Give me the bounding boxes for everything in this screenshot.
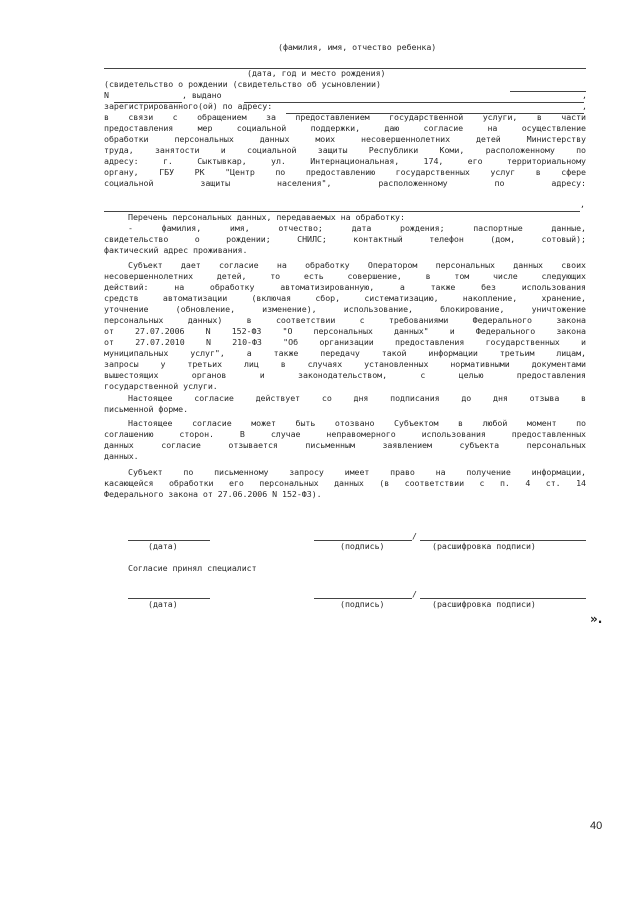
intro-line: социальной защиты населения", расположенному по адресу:: [104, 178, 586, 188]
list-line: свидетельство о рождении; СНИЛС; контактный телефон (дом, сотовый);: [104, 234, 586, 244]
slash: /: [412, 531, 417, 541]
document-page: (фамилия, имя, отчество ребенка) (дата, год и место рождения) (свидетельство о рождении (свидетельство об усыновлении) N , выдано , зарегистрированного(ой) по адресу: , в связи с обращением за предоставлением государственной услуги, в части предоставления мер социальной поддержки, даю согласие на осуществление обработки персональных данных моих несовершеннолетних детей Министерству труда, занятости и социальной защиты Республики Коми, расположенному по адресу: г. Сыктывкар, ул. Интернациональная, 174, его территориальному органу, ГБУ РК "Центр по предоставлению государственных услуг в сфере социальной защиты населения", расположенному по адресу: , Перечень персональных данных, передаваемых на обработку: - фамилия, имя, отчество; дата рождения; паспортные данные, свидетельство о рождении; СНИЛС; контактный телефон (дом, сотовый); фактический адрес проживания. Субъект дает согласие на обработку Оператором персональных данных своих несовершеннолетних детей, то есть совершение, в том числе следующих действий: на обработку автоматизированную, а также без использования средств автоматизации (включая сбор, систематизацию, накопление, хранение, уточнение (обновление, изменение), использование, блокирование, уничтожение персональных данных) в соответствии с требованиями Федерального закона от 27.07.2006 N 152-ФЗ "О персональных данных" и Федерального закона от 27.07.2010 N 210-ФЗ "Об организации предоставления государственных и муниципальных услуг", а также передачу такой информации третьим лицам, запросы у третьих лиц в случаях установленных нормативными документами вышестоящих органов и законодательством, с целью предоставления государственной услуги. Настоящее согласие действует со дня подписания до дня отзыва в письменной форме. Настоящее согласие может быть отозвано Субъектом в любой момент по соглашению сторон. В случае неправомерного использования предоставленных данных согласие отзывается письменным заявлением субъекта персональных данных. Субъект по письменному запросу имеет право на получение информации, касающейся обработки его персональных данных (в соответствии с п. 4 ст. 14 Федерального закона от 27.06.2006 N 152-ФЗ). / (дата) (подпись) (расшифровка подписи) Согласие принял специалист / (дата) (подпись) (расшифровка подписи) ». 40: [104, 42, 603, 832]
child-name-label: (фамилия, имя, отчество ребенка): [278, 42, 437, 52]
consent-line: от 27.07.2010 N 210-ФЗ "Об организации предоставления государственных и: [104, 337, 586, 347]
consent-line: уточнение (обновление, изменение), использование, блокирование, уничтожение: [104, 304, 586, 314]
intro-line: обработки персональных данных моих несовершеннолетних детей Министерству: [104, 134, 586, 144]
consent-line: муниципальных услуг", а также передачу такой информации третьим лицам,: [104, 348, 586, 358]
signature-label-2: (подпись): [340, 599, 385, 609]
revoke-line: данных согласие отзывается письменным заявлением субъекта персональных: [104, 440, 586, 450]
page-number: 40: [590, 820, 603, 832]
consent-line: запросы у третьих лиц в случаях установленных нормативными документами: [104, 359, 586, 369]
issued-label: , выдано: [182, 90, 222, 100]
intro-line: органу, ГБУ РК "Центр по предоставлению государственных услуг в сфере: [104, 167, 586, 177]
validity-line: Настоящее согласие действует со дня подписания до дня отзыва в: [128, 393, 586, 403]
list-line: - фамилия, имя, отчество; дата рождения; паспортные данные,: [128, 223, 586, 233]
request-line: Федерального закона от 27.06.2006 N 152-ФЗ).: [104, 489, 322, 499]
birth-label: (дата, год и место рождения): [247, 68, 386, 78]
issued-line: [244, 102, 584, 103]
intro-line: в связи с обращением за предоставлением государственной услуги, в части: [104, 112, 586, 122]
consent-line: вышестоящих органов и законодательством, с целью предоставления: [104, 370, 586, 380]
list-line: фактический адрес проживания.: [104, 245, 248, 255]
consent-line: действий: на обработку автоматизированную, а также без использования: [104, 282, 586, 292]
slash-2: /: [412, 589, 417, 599]
consent-line: несовершеннолетних детей, то есть совершение, в том числе следующих: [104, 271, 586, 281]
consent-line: государственной услуги.: [104, 381, 218, 391]
number-label: N: [104, 90, 109, 100]
revoke-line: Настоящее согласие может быть отозвано Субъектом в любой момент по: [128, 418, 586, 428]
closing-mark: ».: [590, 612, 603, 626]
decode-label-2: (расшифровка подписи): [432, 599, 536, 609]
consent-line: Субъект дает согласие на обработку Оператором персональных данных своих: [128, 260, 586, 270]
intro-line: адресу: г. Сыктывкар, ул. Интернациональная, 174, его территориальному: [104, 156, 586, 166]
revoke-line: данных.: [104, 451, 139, 461]
consent-line: персональных данных) в соответствии с требованиями Федерального закона: [104, 315, 586, 325]
consent-line: средств автоматизации (включая сбор, систематизацию, накопление, хранение,: [104, 293, 586, 303]
date-label-2: (дата): [148, 599, 178, 609]
certificate-line: [510, 91, 586, 92]
intro-line: предоставления мер социальной поддержки, даю согласие на осуществление: [104, 123, 586, 133]
request-line: Субъект по письменному запросу имеет право на получение информации,: [128, 467, 586, 477]
intro-line: труда, занятости и социальной защиты Республики Коми, расположенному по: [104, 145, 586, 155]
certificate-label: (свидетельство о рождении (свидетельство об усыновлении): [104, 79, 381, 89]
signature-label: (подпись): [340, 541, 385, 551]
date-label: (дата): [148, 541, 178, 551]
accepted-label: Согласие принял специалист: [128, 563, 257, 573]
request-line: касающейся обработки его персональных данных (в соответствии с п. 4 ст. 14: [104, 478, 586, 488]
consent-line: от 27.07.2006 N 152-ФЗ "О персональных данных" и Федерального закона: [104, 326, 586, 336]
registered-label: зарегистрированного(ой) по адресу:: [104, 101, 273, 111]
list-heading: Перечень персональных данных, передаваемых на обработку:: [128, 212, 405, 222]
revoke-line: соглашению сторон. В случае неправомерного использования предоставленных: [104, 429, 586, 439]
decode-label: (расшифровка подписи): [432, 541, 536, 551]
validity-line: письменной форме.: [104, 404, 189, 414]
